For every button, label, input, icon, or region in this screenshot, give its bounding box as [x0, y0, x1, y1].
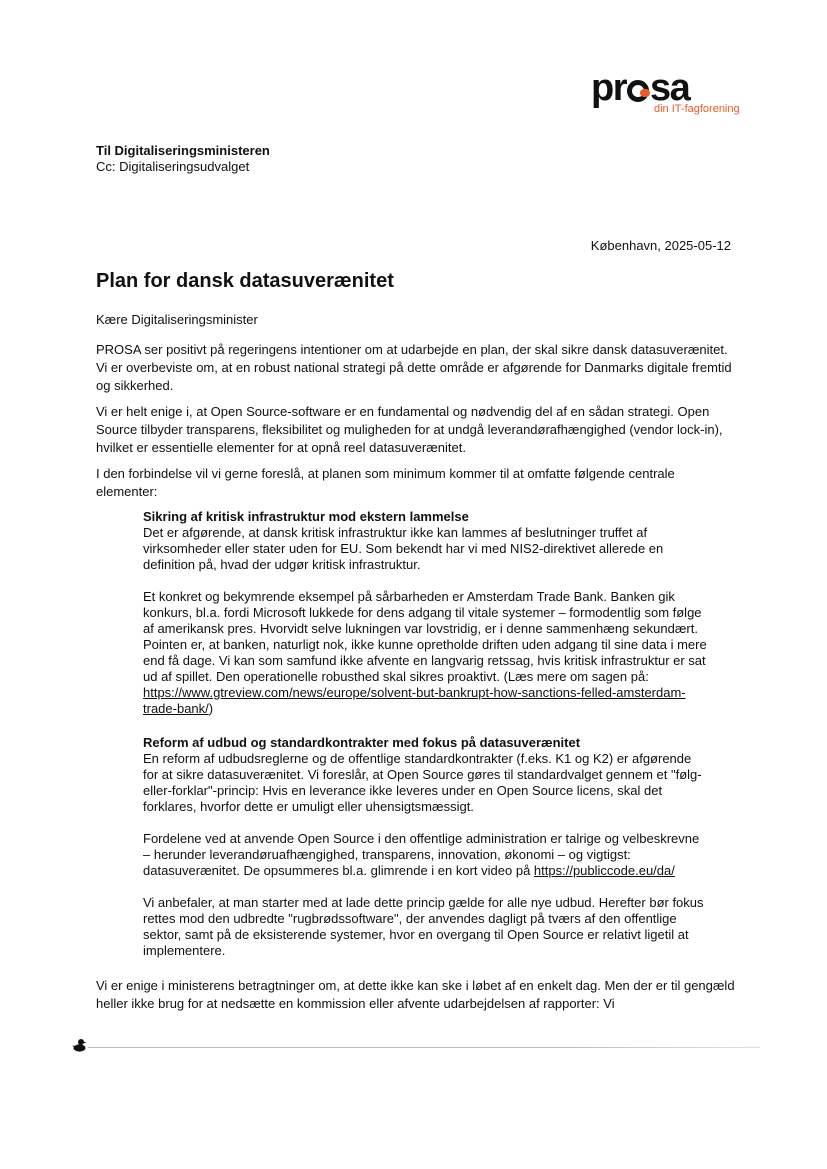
logo-tagline: din IT-fagforening — [654, 103, 740, 115]
publiccode-link[interactable]: https://publiccode.eu/da/ — [533, 863, 675, 878]
intro-paragraph: PROSA ser positivt på regeringens intentioner om at udarbejde en plan, der skal sikre dansk datasuverænitet. Vi er overbeviste om, at en robust national strategi på dette område er afgørende for Danmarks digitale fremtid og sikkerhed. — [96, 342, 732, 393]
proposal-text: Fordelene ved at anvende Open Source i den offentlige administration er talrige og velbeskrevne – herunder leverandøruafhængighed, transparens, innovation, økonomi – og vigtigst: datasuverænitet. De opsummeres bl.a. glimrende i en kort video på — [143, 831, 700, 878]
proposal-heading: Sikring af kritisk infrastruktur mod ekstern lammelse — [143, 509, 469, 524]
date-line: København, 2025-05-12 — [590, 238, 731, 253]
duck-icon — [72, 1037, 88, 1053]
proposal-item — [143, 735, 709, 959]
greeting: Kære Digitaliseringsminister — [96, 312, 258, 327]
proposal-item — [143, 509, 709, 717]
logo-wordmark-left: pr — [591, 67, 626, 109]
proposal-paragraph — [143, 831, 709, 879]
logo-wordmark — [591, 68, 689, 108]
proposal-text: Et konkret og bekymrende eksempel på sårbarheden er Amsterdam Trade Bank. Banken gik konkurs, bl.a. fordi Microsoft lukkede for dens adgang til vitale systemer – formodentlig som følge af amerikansk pres. Hvorvidt selve lukningen var lovstridig, er i denne sammenhæng sekundært. Pointen er, at banken, naturligt nok, ikke kunne opretholde driften uden adgang til sine data i mere end få dage. Vi kan som samfund ikke afvente en langvarig retssag, hvis kritisk infrastruktur er sat ud af spillet. Den operationelle robusthed skal sikres proaktivt. (Læs mere om sagen på: — [143, 589, 707, 684]
proposal-paragraph — [143, 589, 709, 717]
footer-divider — [88, 1047, 760, 1048]
recipient-to: Til Digitaliseringsministeren — [96, 143, 270, 158]
logo-wordmark-right: sa — [650, 67, 690, 109]
proposal-list — [143, 509, 709, 959]
intro-paragraph: I den forbindelse vil vi gerne foreslå, at planen som minimum kommer til at omfatte følgende centrale elementer: — [96, 466, 675, 499]
proposal-paragraph: Vi anbefaler, at man starter med at lade dette princip gælde for alle nye udbud. Herefter bør fokus rettes mod den udbredte "rugbrødssoftware", der anvendes dagligt på tværs af den offentlige sektor, samt på de eksisterende systemer, hvor en overgang til Open Source er relativt ligetil at implementere. — [143, 895, 704, 958]
recipient-cc: Cc: Digitaliseringsudvalget — [96, 159, 250, 174]
logo-o-mark — [627, 80, 649, 102]
recipient-block — [96, 143, 270, 175]
proposal-paragraph: En reform af udbudsreglerne og de offentlige standardkontrakter (f.eks. K1 og K2) er afgørende for at sikre datasuverænitet. Vi foreslår, at Open Source gøres til standardvalget gennem et "følg-eller-forklar"-princip: Hvis en leverance ikke leveres under en Open Source licens, skal det forklares, hvorfor dette er umuligt eller uhensigtsmæssigt. — [143, 751, 702, 814]
closing-paragraph: Vi er enige i ministerens betragtninger om, at dette ikke kan ske i løbet af en enkelt dag. Men der er til gengæld heller ikke brug for at nedsætte en kommission eller afvente udarbejdelsen af rapporter: Vi — [96, 978, 735, 1011]
proposal-paragraph: Det er afgørende, at dansk kritisk infrastruktur ikke kan lammes af beslutninger truffet af virksomheder eller stater uden for EU. Som bekendt har vi med NIS2-direktivet allerede en definition på, hvad der udgør kritisk infrastruktur. — [143, 525, 664, 572]
proposal-heading: Reform af udbud og standardkontrakter med fokus på datasuverænitet — [143, 735, 581, 750]
proposal-text: ) — [208, 701, 214, 716]
intro-paragraph: Vi er helt enige i, at Open Source-software er en fundamental og nødvendig del af en sådan strategi. Open Source tilbyder transparens, fleksibilitet og muligheden for at undgå leverandørafhængighed (vendor lock-in), hvilket er essentielle elementer for at opnå reel datasuverænitet. — [96, 404, 723, 455]
prosa-logo — [591, 67, 740, 118]
letter-title: Plan for dansk datasuverænitet — [96, 270, 394, 292]
gtreview-link[interactable]: https://www.gtreview.com/news/europe/solvent-but-bankrupt-how-sanctions-felled-amsterdam-trade-bank/ — [143, 685, 686, 716]
letter-body — [96, 311, 736, 1013]
